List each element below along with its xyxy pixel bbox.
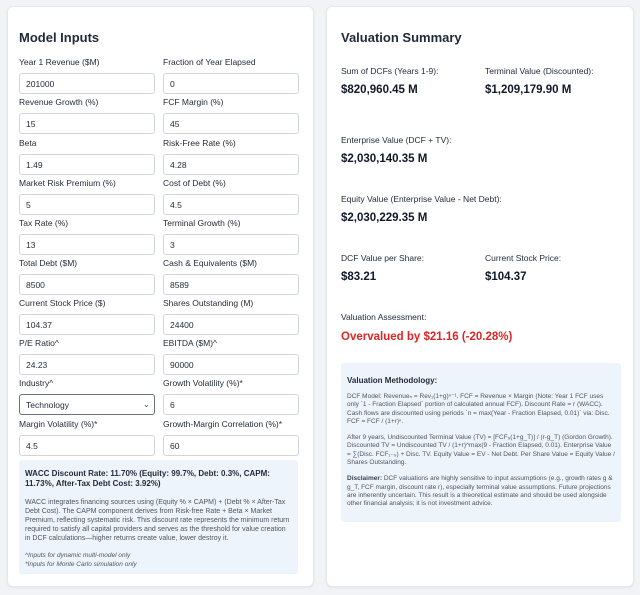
growth-volatility-field bbox=[163, 378, 299, 388]
model-inputs-title: Model Inputs bbox=[19, 30, 100, 45]
fraction-elapsed-label: Fraction of Year Elapsed bbox=[163, 57, 256, 67]
shares-outstanding-label: Shares Outstanding (M) bbox=[163, 298, 254, 308]
risk-free-rate-input[interactable] bbox=[163, 154, 299, 175]
dcf-per-share-value: $83.21 bbox=[341, 271, 377, 283]
cost-of-debt-field bbox=[163, 178, 299, 188]
industry-label: Industry^ bbox=[19, 378, 54, 388]
tax-rate-field bbox=[19, 218, 155, 228]
cash-equivalents-input[interactable] bbox=[163, 274, 299, 295]
fcf-margin-input[interactable] bbox=[163, 113, 299, 134]
terminal-value: $1,209,179.90 M bbox=[485, 84, 572, 96]
margin-volatility-field bbox=[19, 419, 155, 429]
valuation-summary-title: Valuation Summary bbox=[341, 30, 462, 45]
disclaimer-text: DCF valuations are highly sensitive to input assumptions (e.g., growth rates g & g_T, FCF margin, discount rate r), especially terminal value assumptions. Future projections are inherently uncertain. This result is a theoretical estimate and should be used alongside other financial analysis; it is not investment advice. bbox=[347, 475, 613, 508]
growth-volatility-input[interactable] bbox=[163, 394, 299, 415]
risk-free-rate-label: Risk-Free Rate (%) bbox=[163, 138, 236, 148]
pe-ratio-input[interactable] bbox=[19, 354, 155, 375]
wacc-explanation: WACC integrates financing sources using (Equity % × CAPM) + (Debt % × After-Tax Debt Cost). The CAPM component derives from Risk-free Rate + Beta × Market Premium, reflecting systematic risk. This discount rate represents the minimum return required to satisfy all capital providers and serves as the threshold for value creation in DCF calculations—higher returns create value, lower destroy it. bbox=[25, 499, 290, 542]
dcf-per-share-label: DCF Value per Share: bbox=[341, 253, 424, 263]
methodology-dcf-model: DCF Model: Revenueₙ = Rev₁(1+g)ⁿ⁻¹. FCF = Revenue × Margin (Note: Year 1 FCF uses only `1 - Fraction Elapsed` portion of calculated annual FCF). Discount Rate = r (WACC). Cash flows are discounted using periods `n = max(Year - Fraction Elapsed, 0.01)` via: Disc. FCF = FCF / (1+r)ⁿ. bbox=[347, 393, 610, 425]
pe-ratio-label: P/E Ratio^ bbox=[19, 338, 59, 348]
ebitda-input[interactable] bbox=[163, 354, 299, 375]
tax-rate-input[interactable] bbox=[19, 234, 155, 255]
revenue-growth-input[interactable] bbox=[19, 113, 155, 134]
terminal-growth-label: Terminal Growth (%) bbox=[163, 218, 241, 228]
assessment-value: Overvalued by $21.16 (-20.28%) bbox=[341, 331, 513, 343]
shares-outstanding-input[interactable] bbox=[163, 314, 299, 335]
pe-ratio-field bbox=[19, 338, 155, 348]
methodology-disclaimer bbox=[347, 475, 615, 508]
growth-margin-correlation-input[interactable] bbox=[163, 435, 299, 456]
enterprise-value-label: Enterprise Value (DCF + TV): bbox=[341, 135, 452, 145]
equity-value-label: Equity Value (Enterprise Value - Net Debt): bbox=[341, 194, 502, 204]
terminal-value-label: Terminal Value (Discounted): bbox=[485, 66, 594, 76]
growth-volatility-label: Growth Volatility (%)* bbox=[163, 378, 243, 388]
ebitda-field bbox=[163, 338, 299, 348]
fraction-elapsed-input[interactable] bbox=[163, 73, 299, 94]
industry-field bbox=[19, 378, 155, 409]
current-price-label: Current Stock Price: bbox=[485, 253, 562, 263]
total-debt-field bbox=[19, 258, 155, 268]
market-risk-premium-field bbox=[19, 178, 155, 188]
growth-margin-correlation-label: Growth-Margin Correlation (%)* bbox=[163, 419, 283, 429]
market-risk-premium-label: Market Risk Premium (%) bbox=[19, 178, 116, 188]
revenue-growth-field bbox=[19, 97, 155, 107]
stock-price-field bbox=[19, 298, 155, 308]
growth-margin-correlation-field bbox=[163, 419, 299, 429]
sum-dcf-value: $820,960.45 M bbox=[341, 84, 418, 96]
industry-select[interactable] bbox=[19, 394, 155, 415]
note-multi-model: ^Inputs for dynamic multi-model only bbox=[25, 552, 131, 559]
fcf-margin-field bbox=[163, 97, 299, 107]
beta-field bbox=[19, 138, 155, 148]
cost-of-debt-label: Cost of Debt (%) bbox=[163, 178, 226, 188]
methodology-terminal-value: After 9 years, Undiscounted Terminal Value (TV) = [FCF₉(1+g_T)] / (r-g_T) (Gordon Growth). Discounted TV = Undiscounted TV / (1+r)^max(9 - Fraction Elapsed, 0.01). Enterprise Value = ∑(Disc. FCF₁₋₉) + Disc. TV. Equity Value = EV - Net Debt. Per Share Value = Equity Value / Shares Outstanding. bbox=[347, 434, 615, 467]
shares-outstanding-field bbox=[163, 298, 299, 308]
beta-label: Beta bbox=[19, 138, 37, 148]
risk-free-rate-field bbox=[163, 138, 299, 148]
disclaimer-label: Disclaimer: bbox=[347, 475, 383, 483]
current-price-value: $104.37 bbox=[485, 271, 527, 283]
enterprise-value: $2,030,140.35 M bbox=[341, 153, 428, 165]
methodology-title: Valuation Methodology: bbox=[347, 376, 438, 385]
cash-equivalents-label: Cash & Equivalents ($M) bbox=[163, 258, 258, 268]
tax-rate-label: Tax Rate (%) bbox=[19, 218, 69, 228]
cost-of-debt-input[interactable] bbox=[163, 194, 299, 215]
assessment-label: Valuation Assessment: bbox=[341, 312, 427, 322]
year1-revenue-input[interactable] bbox=[19, 73, 155, 94]
terminal-growth-field bbox=[163, 218, 299, 228]
terminal-growth-input[interactable] bbox=[163, 234, 299, 255]
market-risk-premium-input[interactable] bbox=[19, 194, 155, 215]
fraction-elapsed-field bbox=[163, 57, 299, 67]
sum-dcf-label: Sum of DCFs (Years 1-9): bbox=[341, 66, 439, 76]
margin-volatility-label: Margin Volatility (%)* bbox=[19, 419, 98, 429]
stock-price-label: Current Stock Price ($) bbox=[19, 298, 106, 308]
fcf-margin-label: FCF Margin (%) bbox=[163, 97, 224, 107]
wacc-info-box bbox=[19, 460, 298, 574]
beta-input[interactable] bbox=[19, 154, 155, 175]
methodology-box bbox=[341, 363, 621, 522]
revenue-growth-label: Revenue Growth (%) bbox=[19, 97, 99, 107]
chevron-down-icon: ⌄ bbox=[143, 400, 150, 409]
ebitda-label: EBITDA ($M)^ bbox=[163, 338, 218, 348]
cash-equivalents-field bbox=[163, 258, 299, 268]
wacc-headline: WACC Discount Rate: 11.70% (Equity: 99.7%, Debt: 0.3%, CAPM: 11.73%, After-Tax Debt Cost: 3.92%) bbox=[25, 469, 270, 488]
total-debt-input[interactable] bbox=[19, 274, 155, 295]
year1-revenue-label: Year 1 Revenue ($M) bbox=[19, 57, 100, 67]
total-debt-label: Total Debt ($M) bbox=[19, 258, 78, 268]
note-monte-carlo: *Inputs for Monte Carlo simulation only bbox=[25, 560, 137, 568]
equity-value: $2,030,229.35 M bbox=[341, 212, 428, 224]
stock-price-input[interactable] bbox=[19, 314, 155, 335]
margin-volatility-input[interactable] bbox=[19, 435, 155, 456]
year1-revenue-field bbox=[19, 57, 155, 67]
